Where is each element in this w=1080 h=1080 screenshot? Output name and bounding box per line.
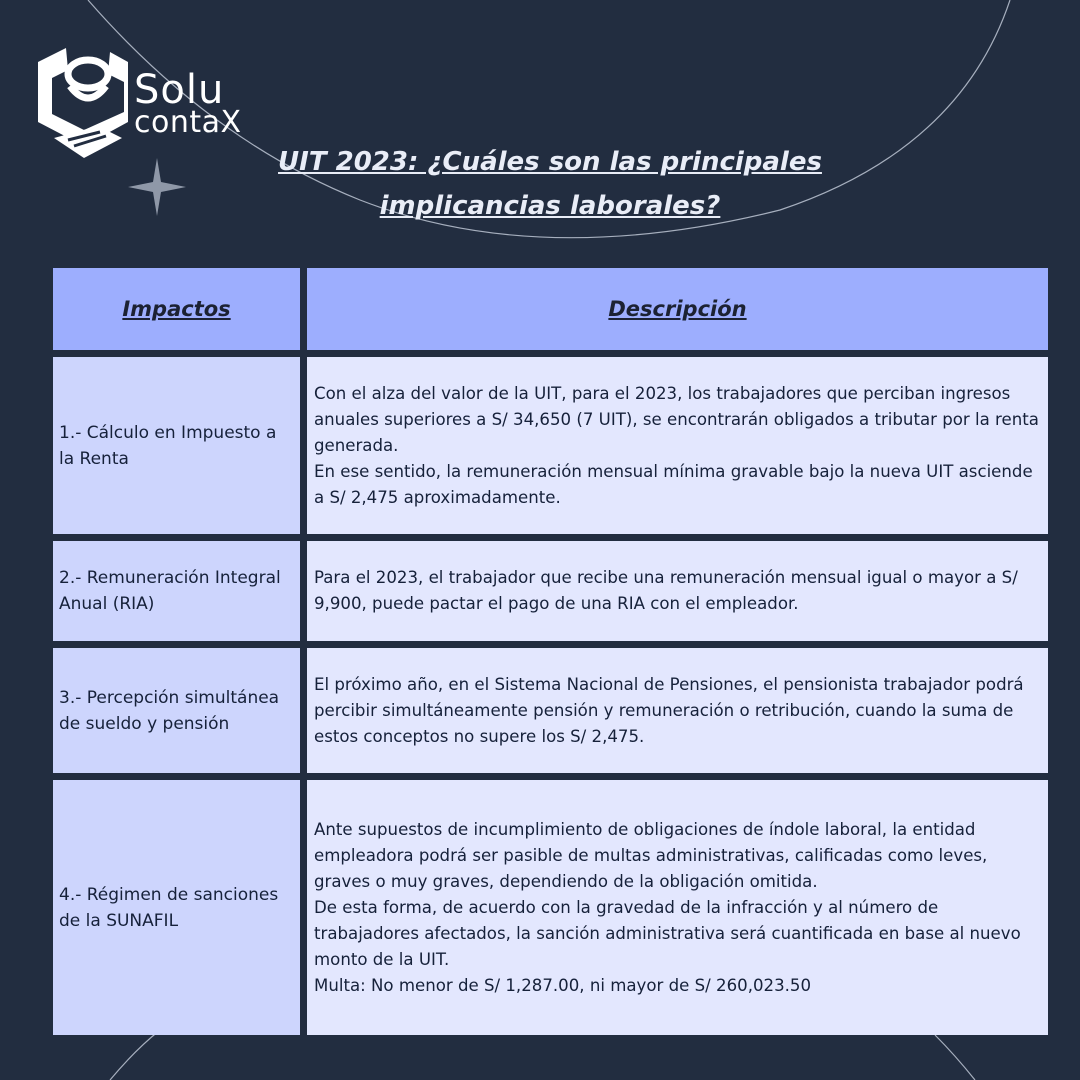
description-paragraph: Para el 2023, el trabajador que recibe una remuneración mensual igual o mayor a S/ 9,900, puede pactar el pago de una RIA con el empleador. bbox=[314, 568, 1018, 613]
impact-label: 4.- Régimen de sanciones de la SUNAFIL bbox=[59, 884, 279, 931]
title-line-2: implicancias laborales? bbox=[379, 191, 721, 221]
brand-line-2: contaX bbox=[134, 105, 242, 140]
description-paragraph: En ese sentido, la remuneración mensual mínima gravable bajo la nueva UIT asciende a S/ 2,475 aproximadamente. bbox=[314, 461, 1033, 507]
description-cell-2 bbox=[307, 541, 1048, 641]
header-impactos: Impactos bbox=[53, 268, 300, 350]
description-cell-4 bbox=[307, 780, 1048, 1035]
sparkle-icon bbox=[128, 158, 186, 216]
header-descripcion: Descripción bbox=[307, 268, 1048, 350]
impact-cell-4 bbox=[53, 780, 300, 1035]
description-paragraph: De esta forma, de acuerdo con la gravedad de la infracción y al número de trabajadores afectados, la sanción administrativa será cuantificada en base al nuevo monto de la UIT. bbox=[314, 897, 1021, 969]
description-paragraph: Multa: No menor de S/ 1,287.00, ni mayor de S/ 260,023.50 bbox=[314, 975, 812, 995]
page-title bbox=[200, 140, 900, 228]
impact-label: 2.- Remuneración Integral Anual (RIA) bbox=[59, 568, 281, 614]
impact-label: 3.- Percepción simultánea de sueldo y pensión bbox=[59, 687, 280, 734]
description-paragraph: Ante supuestos de incumplimiento de obligaciones de índole laboral, la entidad empleadora podrá ser pasible de multas administrativas, calificadas como leves, graves o muy graves, dependiendo de la obligación omitida. bbox=[314, 819, 988, 891]
description-paragraph: El próximo año, en el Sistema Nacional de Pensiones, el pensionista trabajador podrá percibir simultáneamente pensión y remuneración o retribución, cuando la suma de estos conceptos no supere los S/ 2,475. bbox=[314, 674, 1024, 746]
brand-line-1: Solu bbox=[134, 67, 225, 113]
description-cell-1 bbox=[307, 357, 1048, 534]
description-cell-3 bbox=[307, 648, 1048, 773]
description-paragraph: Con el alza del valor de la UIT, para el 2023, los trabajadores que perciban ingresos anuales superiores a S/ 34,650 (7 UIT), se encontrarán obligados a tributar por la renta generada. bbox=[314, 383, 1039, 455]
impacts-table bbox=[53, 268, 1048, 1035]
impact-cell-1 bbox=[53, 357, 300, 534]
impact-cell-3 bbox=[53, 648, 300, 773]
brand-name bbox=[134, 67, 242, 140]
title-line-1: UIT 2023: ¿Cuáles son las principales bbox=[278, 147, 822, 177]
impact-label: 1.- Cálculo en Impuesto a la Renta bbox=[59, 422, 277, 469]
impact-cell-2 bbox=[53, 541, 300, 641]
